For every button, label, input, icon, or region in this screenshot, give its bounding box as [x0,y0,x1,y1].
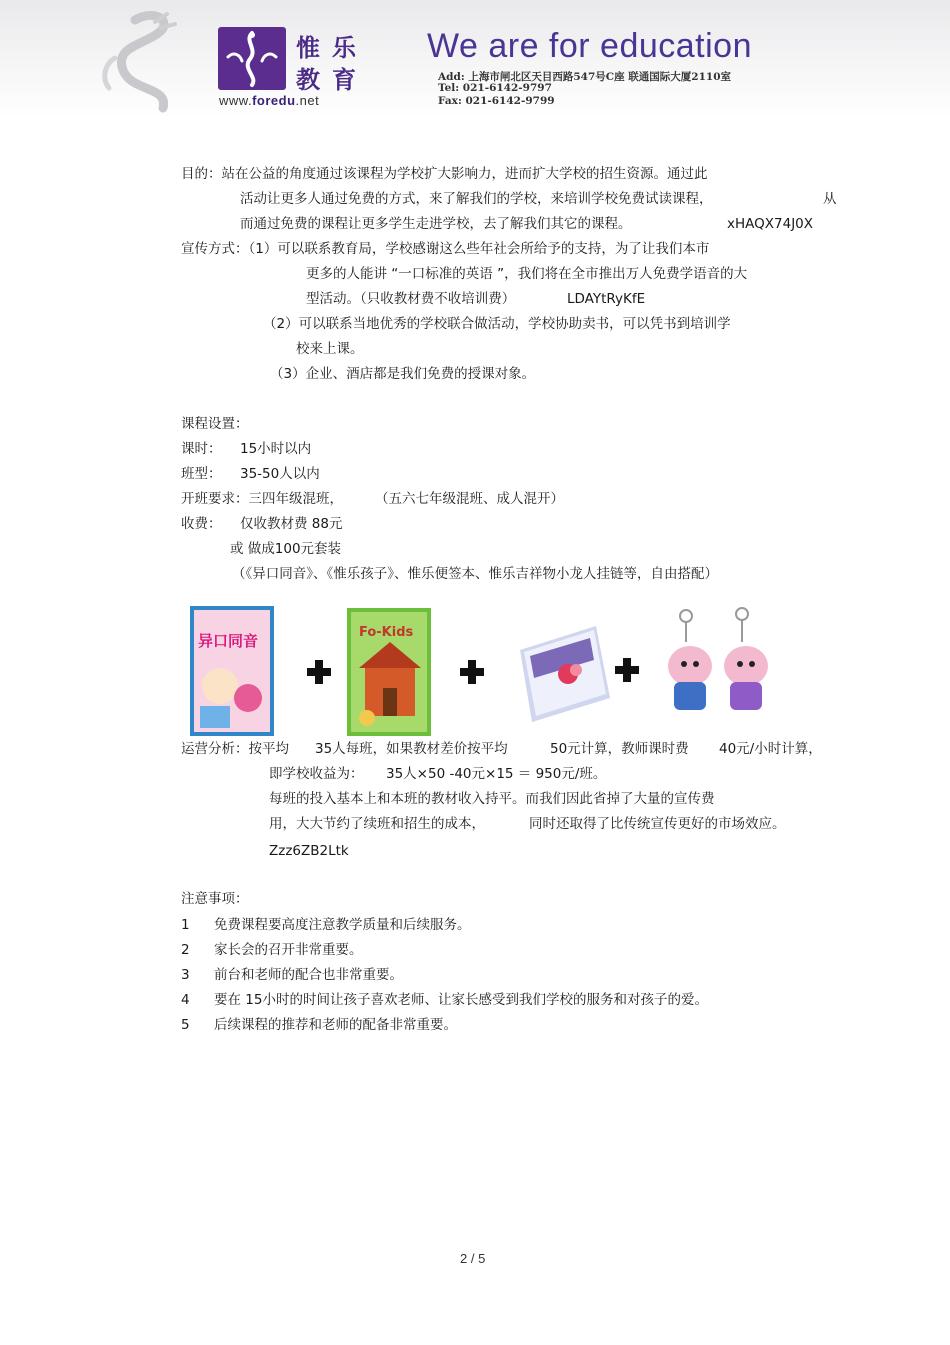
book2-title: Fo-Kids [359,625,414,640]
promotion-code: LDAYtRyKfE [567,291,646,307]
operations-line-1-a: 运营分析：按平均 [181,741,289,757]
plus-icon [615,658,639,682]
website-prefix: www. [219,93,253,108]
dragon-watermark-icon [95,8,205,118]
fee-alternative: 或 做成100元套装 [230,541,342,557]
operations-code: Zzz6ZB2Ltk [269,843,349,859]
operations-line-3: 每班的投入基本上和本班的教材收入持平。而我们因此省掉了大量的宣传费 [269,791,715,807]
book-yikoutongyin-image [190,606,274,736]
promotion-item-2-line-2: 校来上课。 [296,341,364,357]
fee-label: 收费： [181,516,222,532]
website-link[interactable] [219,93,319,108]
hours-value: 15小时以内 [240,441,312,457]
operations-line-1-b: 35人每班，如果教材差价按平均 [315,741,508,757]
operations-line-4-a: 用，大大节约了续班和招生的成本， [269,816,485,832]
hours-label: 课时： [181,441,222,457]
book1-title: 异口同音 [198,632,259,650]
course-heading: 课程设置： [181,416,249,432]
book-fokids-image [347,608,431,736]
class-requirement-label: 开班要求：三四年级混班， [181,491,343,507]
promotion-line-2: 更多的人能讲 “一口标准的英语 ”，我们将在全市推出万人免费学语音的大 [306,266,748,282]
operations-line-4-b: 同时还取得了比传统宣传更好的市场效应。 [529,816,786,832]
logo-char: 乐 [332,33,356,62]
plus-icon [460,660,484,684]
note-text: 前台和老师的配合也非常重要。 [214,967,403,983]
class-requirement-value: （五六七年级混班、成人混开） [375,491,564,507]
page-number: 2 / 5 [460,1251,486,1266]
note-text: 要在 15小时的时间让孩子喜欢老师、让家长感受到我们学校的服务和对孩子的爱。 [214,992,708,1008]
operations-line-1-d: 40元/小时计算， [719,741,822,757]
logo-char: 惟 [296,33,320,62]
note-number: 3 [181,967,190,983]
note-text: 免费课程要高度注意教学质量和后续服务。 [214,917,471,933]
promotion-item-3: （3）企业、酒店都是我们免费的授课对象。 [270,366,536,382]
logo-char: 育 [332,65,356,94]
notes-heading: 注意事项： [181,891,249,907]
website-brand: foredu [252,93,296,108]
telephone: Tel: 021-6142-9797 [438,82,552,94]
logo-char: 教 [296,65,320,94]
purpose-line-1: 目的：站在公益的角度通过该课程为学校扩大影响力，进而扩大学校的招生资源。通过此 [181,166,708,182]
fee-detail: （《异口同音》、《惟乐孩子》、惟乐便签本、惟乐吉祥物小龙人挂链等，自由搭配） [232,566,718,582]
class-size-label: 班型： [181,466,222,482]
promotion-item-2-line-1: （2）可以联系当地优秀的学校联合做活动，学校协助卖书，可以凭书到培训学 [263,316,731,332]
promotion-line-1: 宣传方式：（1）可以联系教育局，学校感谢这么些年社会所给予的支持，为了让我们本市 [181,241,710,257]
purpose-line-2-tail: 从 [823,191,837,207]
promotion-line-3: 型活动。（只收教材费不收培训费） [306,291,516,307]
foredu-logo-icon [218,27,286,90]
operations-line-1-c: 50元计算，教师课时费 [550,741,689,757]
operations-line-2-a: 即学校收益为： [269,766,364,782]
plus-icon [307,660,331,684]
note-number: 4 [181,992,190,1008]
slogan: We are for education [427,27,752,65]
notepad-image [510,620,610,724]
fax: Fax: 021-6142-9799 [438,95,555,107]
note-number: 1 [181,917,190,933]
mascot-keychain-image [664,604,776,722]
website-suffix: .net [295,93,320,108]
note-text: 家长会的召开非常重要。 [214,942,363,958]
note-number: 5 [181,1017,190,1033]
operations-line-2-b: 35人×50 -40元×15 ＝ 950元/班。 [386,766,607,782]
class-size-value: 35-50人以内 [240,466,320,482]
purpose-code: xHAQX74J0X [727,216,814,232]
note-text: 后续课程的推荐和老师的配备非常重要。 [214,1017,457,1033]
purpose-line-3: 而通过免费的课程让更多学生走进学校，去了解我们其它的课程。 [240,216,632,232]
address: Add: 上海市闸北区天目西路547号C座 联通国际大厦2110室 [438,71,732,83]
note-number: 2 [181,942,190,958]
purpose-line-2: 活动让更多人通过免费的方式，来了解我们的学校，来培训学校免费试读课程， [240,191,713,207]
fee-value: 仅收教材费 88元 [240,516,343,532]
